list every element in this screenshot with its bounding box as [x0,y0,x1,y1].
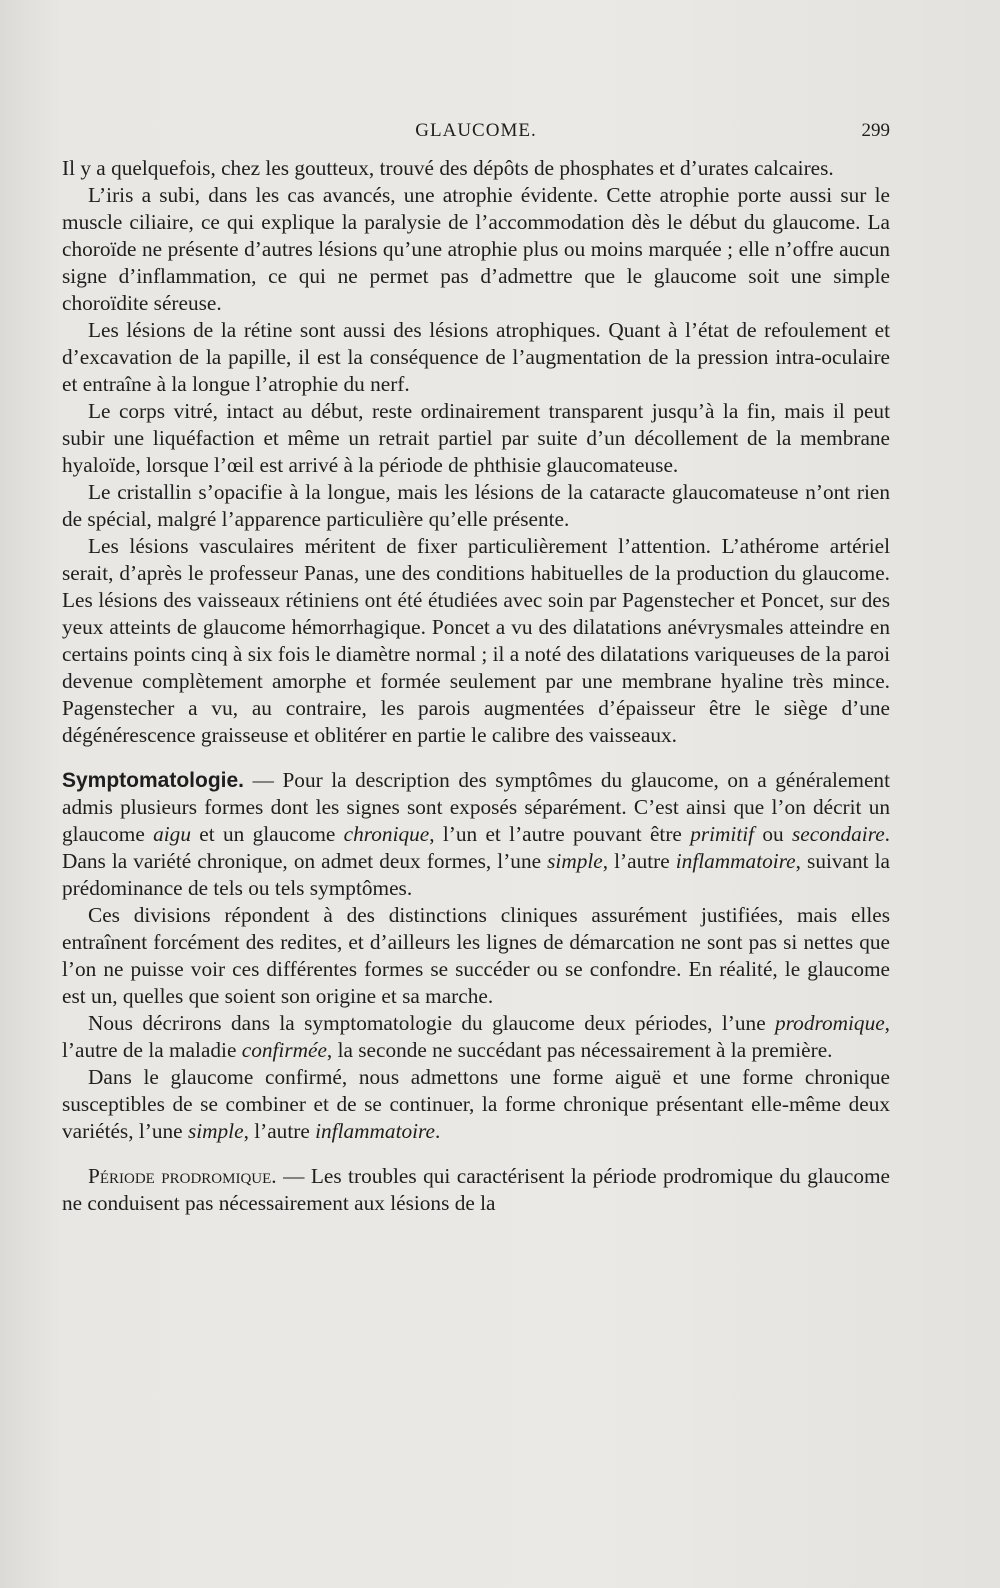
paragraph-retine: Les lésions de la rétine sont aussi des lésions atrophiques. Quant à l’état de refoulement et d’excavation de la papille, il est la conséquence de l’augmentation de la pression intra-oculaire et entraîne à la longue l’atrophie du nerf. [62,318,890,396]
paragraph-divisions: Ces divisions répondent à des distinctions cliniques assurément justifiées, mais elles entraînent forcément des redites, et d’ailleurs les lignes de démarcation ne sont pas si nettes que l’on ne puisse voir ces différentes formes se succéder ou se confondre. En réalité, le glaucome est un, quelles que soient son origine et sa marche. [62,903,890,1008]
text-span: — Les troubles qui caractérisent la période prodromique du glaucome ne conduisent pas nécessairement aux lésions de la [62,1164,890,1215]
text-span: Dans le glaucome confirmé, nous admettons une forme aiguë et une forme chronique susceptibles de se combiner et de se continuer, la forme chronique présentant elle-même deux variétés, l’une [62,1065,890,1143]
text-span: , l’autre de la maladie [62,1011,890,1062]
italic-term: confirmée [241,1038,327,1062]
text-span: . Dans la variété chronique, on admet deux formes, l’une [62,822,890,873]
italic-term: simple [187,1119,244,1143]
page-header [62,120,890,150]
body-text [62,155,890,1217]
paragraph-symptomatologie [62,767,890,902]
paragraph-corps-vitre: Le corps vitré, intact au début, reste ordinairement transparent jusqu’à la fin, mais il peut subir une liquéfaction et même un retrait partiel par suite d’un décollement de la membrane hyaloïde, lorsque l’œil est arrivé à la période de phthisie glaucomateuse. [62,399,890,477]
italic-term: chronique [343,822,430,846]
italic-term: secondaire [792,822,885,846]
paragraph-phosphates: Il y a quelquefois, chez les goutteux, trouvé des dépôts de phosphates et d’urates calcaires. [62,156,834,180]
paragraph-periodes [62,1010,890,1064]
running-head: GLAUCOME. [415,120,537,141]
text-span: et un glaucome [190,822,344,846]
italic-term: primitif [690,822,755,846]
text-span: — Pour la description des symptômes du glaucome, on a généralement admis plusieurs formes dont les signes sont exposés séparément. C’est ainsi que l’on décrit un glaucome [62,768,890,846]
text-span: . [435,1119,441,1143]
page-number: 299 [861,120,890,141]
italic-term: aigu [153,822,191,846]
paragraph-glaucome-confirme [62,1064,890,1145]
paragraph-iris: L’iris a subi, dans les cas avancés, une atrophie évidente. Cette atrophie porte aussi sur le muscle ciliaire, ce qui explique la paralysie de l’accommodation dès le début du glaucome. La choroïde ne présente d’autres lésions qu’une atrophie plus ou moins marquée ; elle n’offre aucun signe d’inflammation, ce qui ne permet pas d’admettre que le glaucome soit une simple choroïdite séreuse. [62,183,890,315]
italic-term: prodromique [775,1011,885,1035]
text-span: , l’un et l’autre pouvant être [429,822,691,846]
italic-term: inflammatoire [315,1119,435,1143]
italic-term: inflammatoire [675,849,796,873]
text-span: , suivant la prédominance de tels ou tels symptômes. [62,849,890,900]
text-span: , l’autre [602,849,676,873]
subsection-title-periode-prodromique: Période prodromique. [88,1164,277,1188]
text-span: ou [754,822,793,846]
text-span: , la seconde ne succédant pas nécessairement à la première. [326,1038,833,1062]
text-span: Nous décrirons dans la symptomatologie du glaucome deux périodes, l’une [88,1011,776,1035]
paragraph-cristallin: Le cristallin s’opacifie à la longue, mais les lésions de la cataracte glaucomateuse n’ont rien de spécial, malgré l’apparence particulière qu’elle présente. [62,480,890,531]
text-span: , l’autre [243,1119,316,1143]
paragraph-lesions-vasculaires: Les lésions vasculaires méritent de fixer particulièrement l’attention. L’athérome artériel serait, d’après le professeur Panas, une des conditions habituelles de la production du glaucome. Les lésions des vaisseaux rétiniens ont été étudiées avec soin par Pagenstecher et Poncet, sur des yeux atteints de glaucome hémorrhagique. Poncet a vu des dilatations anévrysmales atteindre en certains points cinq à six fois le diamètre normal ; il a noté des dilatations variqueuses de la paroi devenue complètement amorphe et formée seulement par une membrane hyaline très mince. Pagenstecher a vu, au contraire, les parois augmentées d’épaisseur être le siège d’une dégénérescence graisseuse et oblitérer en partie le calibre des vaisseaux. [62,534,890,747]
paragraph-periode-prodromique [62,1163,890,1217]
section-title-symptomatologie: Symptomatologie. [62,769,245,792]
italic-term: simple [547,849,603,873]
